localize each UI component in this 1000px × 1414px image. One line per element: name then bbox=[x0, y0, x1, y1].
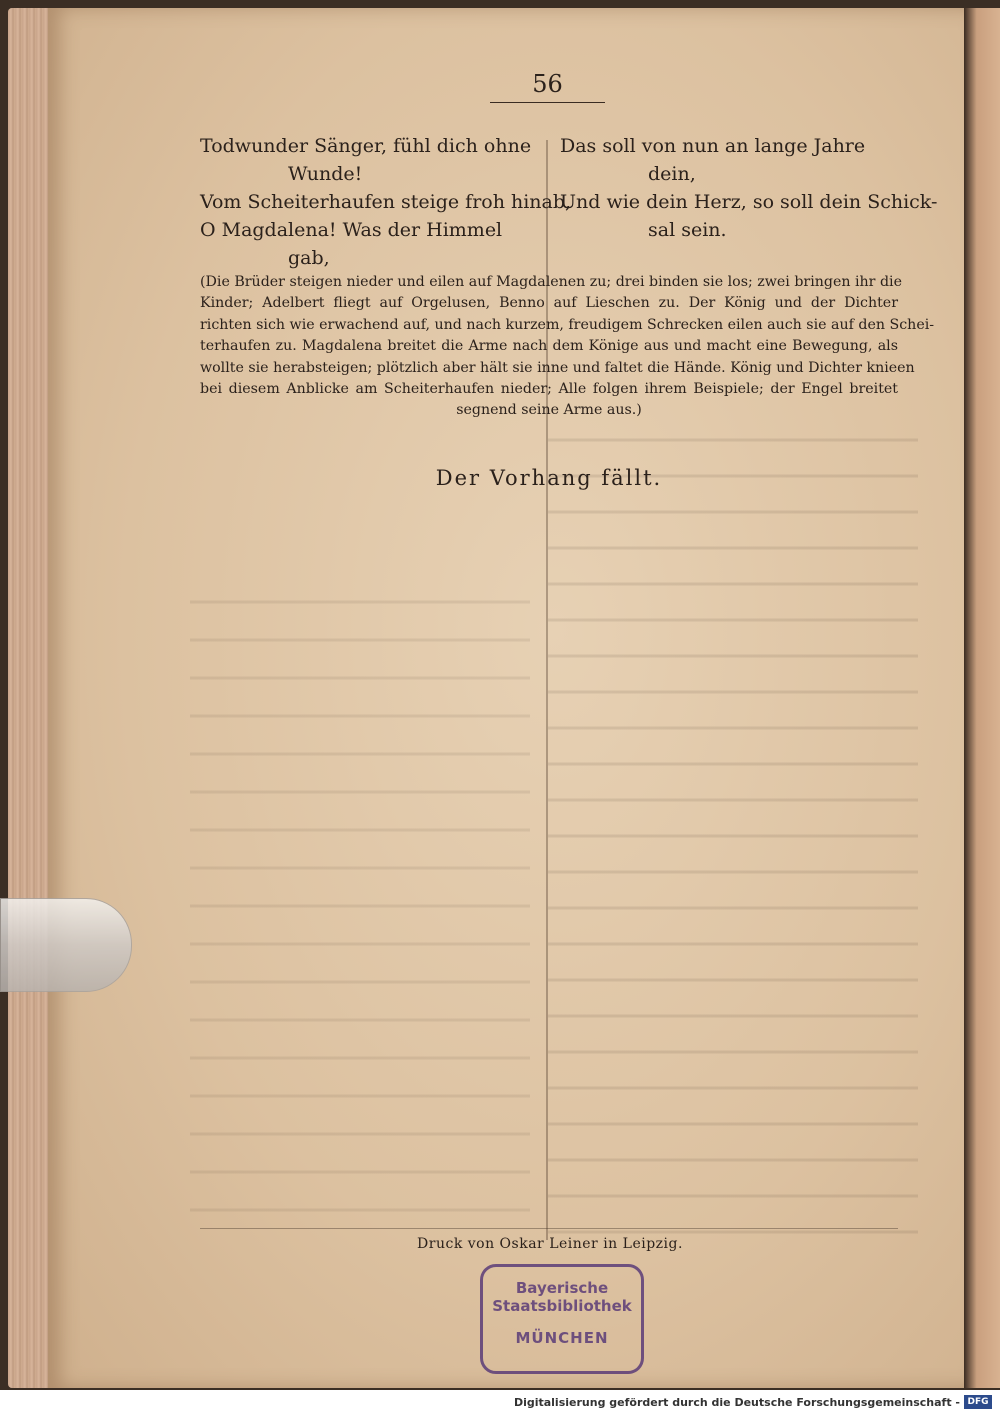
verse-line: Das soll von nun an lange Jahre bbox=[560, 135, 866, 157]
right-page-edge bbox=[964, 8, 1000, 1388]
stage-direction-line: richten sich wie erwachend auf, und nach kurzem, freudigem Schrecken eilen auch sie auf den Schei- bbox=[200, 316, 935, 333]
stamp-line: MÜNCHEN bbox=[515, 1329, 609, 1347]
funding-credit: Digitalisierung gefördert durch die Deutsche Forschungsgemeinschaft - bbox=[513, 1396, 960, 1409]
stage-direction-line: wollte sie herabsteigen; plötzlich aber hält sie inne und faltet die Hände. König und Dichter knieen bbox=[200, 359, 915, 376]
page-number-rule bbox=[490, 102, 605, 103]
stage-direction bbox=[200, 272, 935, 422]
dfg-logo-icon: DFG bbox=[964, 1395, 992, 1409]
stage-direction-line: bei diesem Anblicke am Scheiterhaufen nieder; Alle folgen ihrem Beispiele; der Engel breitet bbox=[200, 381, 898, 398]
page-clip bbox=[0, 898, 132, 992]
verse-left-column bbox=[200, 132, 572, 272]
stage-direction-line: (Die Brüder steigen nieder und eilen auf Magdalenen zu; drei binden sie los; zwei bringen ihr die bbox=[200, 274, 902, 290]
curtain-line: Der Vorhang fällt. bbox=[435, 466, 663, 490]
verse-line: sal sein. bbox=[648, 219, 727, 241]
bleed-through-right bbox=[548, 420, 918, 1250]
verse-line: O Magdalena! Was der Himmel bbox=[200, 219, 503, 241]
verse-line: Wunde! bbox=[288, 163, 363, 185]
verse-line: dein, bbox=[648, 163, 696, 185]
verse-line: Todwunder Sänger, fühl dich ohne bbox=[200, 135, 532, 157]
stage-direction-line: terhaufen zu. Magdalena breitet die Arme nach dem Könige aus und macht eine Bewegung, als bbox=[200, 338, 898, 355]
verse-line: Und wie dein Herz, so soll dein Schick- bbox=[560, 191, 938, 213]
printer-imprint: Druck von Oskar Leiner in Leipzig. bbox=[417, 1236, 683, 1252]
stamp-line: Bayerische bbox=[515, 1279, 609, 1297]
stage-direction-line: segnend seine Arme aus.) bbox=[456, 402, 642, 419]
stage-direction-line: Kinder; Adelbert fliegt auf Orgelusen, Benno auf Lieschen zu. Der König und der Dichter bbox=[200, 295, 898, 312]
page-number: 56 bbox=[532, 70, 563, 98]
verse-right-column bbox=[560, 132, 938, 244]
bleed-through-left bbox=[190, 580, 530, 1240]
library-stamp bbox=[480, 1264, 644, 1374]
verse-line: Vom Scheiterhaufen steige froh hinab, bbox=[200, 191, 572, 213]
verse-line: gab, bbox=[288, 247, 330, 269]
bottom-rule bbox=[200, 1228, 898, 1229]
stamp-line: Staatsbibliothek bbox=[492, 1297, 632, 1315]
